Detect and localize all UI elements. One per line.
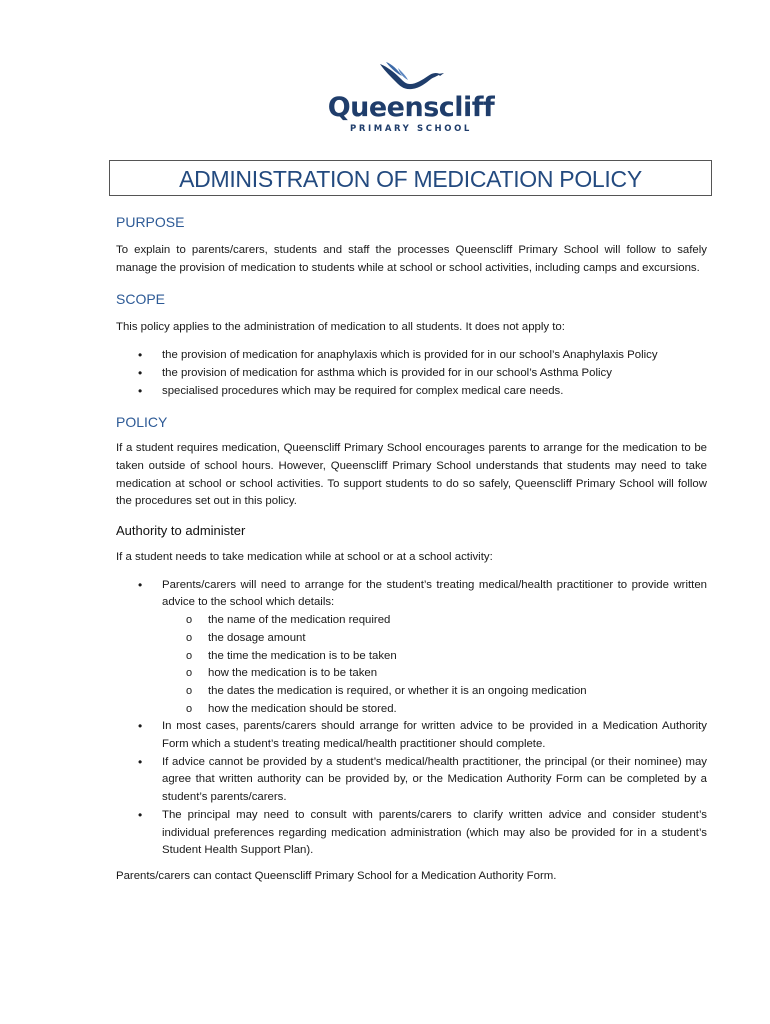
authority-intro: If a student needs to take medication while at school or at a school activity:	[116, 551, 493, 564]
sub-list-item: o the name of the medication required	[116, 612, 707, 630]
list-item: • the provision of medication for asthma which is provided for in our school’s Asthma Policy	[116, 365, 707, 383]
sub-list-item: o the dates the medication is required, or whether it is an ongoing medication	[116, 683, 707, 701]
school-logo	[326, 60, 496, 140]
list-item: • the provision of medication for anaphylaxis which is provided for in our school’s Anaphylaxis Policy	[116, 347, 707, 365]
list-item: • specialised procedures which may be required for complex medical care needs.	[116, 383, 707, 401]
authority-closing: Parents/carers can contact Queenscliff Primary School for a Medication Authority Form.	[116, 869, 557, 882]
policy-title-box	[109, 160, 712, 196]
scope-heading: SCOPE	[116, 291, 166, 308]
policy-text: If a student requires medication, Queenscliff Primary School encourages parents to arrange for the medication to be taken outside of school hours. However, Queenscliff Primary School understands that students may need to take medication at school or school activities. To support students to do so safely, Queenscliff Primary School will follow the procedures set out in this policy.	[116, 442, 707, 508]
scope-list	[116, 347, 707, 400]
list-item: • In most cases, parents/carers should arrange for written advice to be provided in a Medication Authority Form which a student’s treating medical/health practitioner should complete.	[116, 718, 707, 753]
purpose-heading: PURPOSE	[116, 214, 185, 230]
authority-list	[116, 577, 707, 860]
authority-heading: Authority to administer	[116, 523, 246, 539]
list-item	[116, 577, 707, 719]
swan-icon	[376, 60, 446, 94]
authority-sublist	[116, 612, 707, 718]
policy-heading: POLICY	[116, 414, 168, 431]
purpose-text: To explain to parents/carers, students and staff the processes Queenscliff Primary School will follow to safely manage the provision of medication to students while at school or school activities, including camps and excursions.	[116, 244, 707, 274]
list-item: • The principal may need to consult with parents/carers to clarify written advice and consider student’s individual preferences regarding medication administration (which may also be provided for in a student’s Student Health Support Plan).	[116, 807, 707, 860]
school-subtitle: PRIMARY SCHOOL	[350, 124, 472, 134]
scope-intro: This policy applies to the administration of medication to all students. It does not apply to:	[116, 321, 565, 334]
sub-list-item: o how the medication is to be taken	[116, 665, 707, 683]
authority-item-text: Parents/carers will need to arrange for the student’s treating medical/health practitioner to provide written advice to the school which details:	[162, 578, 707, 609]
sub-list-item: o the dosage amount	[116, 630, 707, 648]
document-body	[116, 212, 707, 886]
sub-list-item: o the time the medication is to be taken	[116, 648, 707, 666]
school-name: Queenscliff	[327, 92, 495, 123]
policy-title: ADMINISTRATION OF MEDICATION POLICY	[179, 166, 642, 192]
sub-list-item: o how the medication should be stored.	[116, 701, 707, 719]
list-item: • If advice cannot be provided by a student’s medical/health practitioner, the principal (or their nominee) may agree that written authority can be provided by, or the Medication Authority Form can be completed by a student’s parents/carers.	[116, 754, 707, 807]
